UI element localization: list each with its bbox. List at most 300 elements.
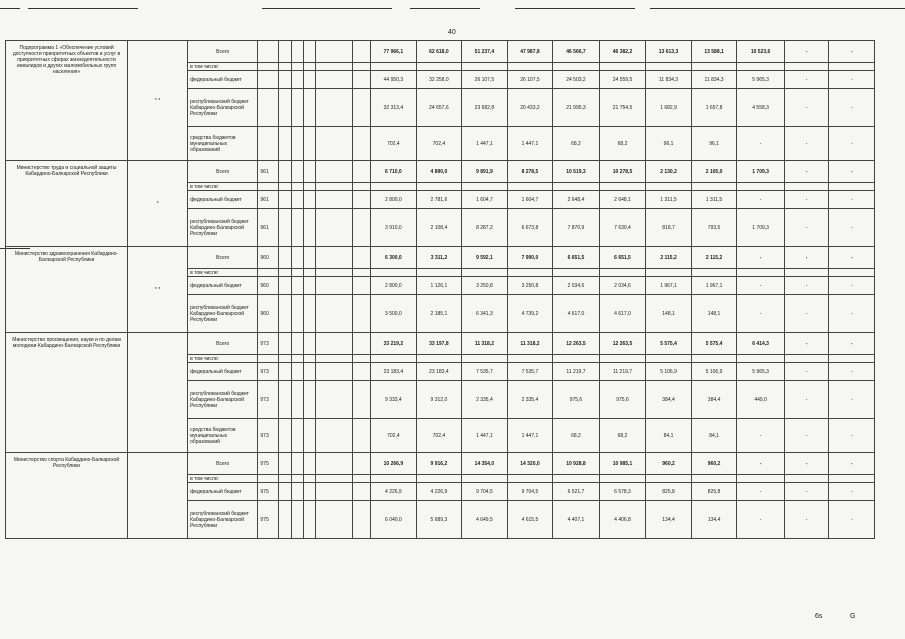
value-cell — [553, 355, 600, 363]
value-cell: 4 406,8 — [599, 501, 646, 539]
value-cell: 9 312,0 — [416, 381, 462, 419]
value-cell: - — [784, 127, 828, 161]
empty-code-cell — [352, 89, 371, 127]
value-cell: 24 657,6 — [416, 89, 462, 127]
empty-code-cell — [316, 161, 352, 183]
value-cell: 960,2 — [691, 453, 737, 475]
value-cell: 5 575,4 — [646, 333, 692, 355]
value-cell — [371, 63, 417, 71]
value-cell: - — [829, 127, 875, 161]
value-cell: 148,1 — [691, 295, 737, 333]
empty-code-cell — [279, 209, 291, 247]
value-cell: 68,2 — [553, 419, 600, 453]
value-cell: 46 566,7 — [553, 41, 600, 63]
value-cell: - — [829, 419, 875, 453]
value-cell: 4 739,2 — [507, 295, 553, 333]
value-cell: 9 891,9 — [462, 161, 508, 183]
value-cell — [599, 183, 646, 191]
value-cell: 702,4 — [371, 419, 417, 453]
value-cell: - — [737, 127, 785, 161]
value-cell — [553, 63, 600, 71]
value-cell: - — [829, 333, 875, 355]
source-label: федеральный бюджет — [188, 483, 258, 501]
value-cell: 3 500,0 — [371, 295, 417, 333]
empty-code-cell — [316, 333, 352, 355]
empty-code-cell — [303, 501, 315, 539]
value-cell: - — [829, 71, 875, 89]
value-cell — [371, 269, 417, 277]
value-cell: 26 107,5 — [462, 71, 508, 89]
code-cell — [258, 269, 279, 277]
footer-mark-left: 6s — [815, 613, 823, 620]
value-cell — [737, 63, 785, 71]
value-cell: - — [737, 191, 785, 209]
code-cell — [258, 89, 279, 127]
value-cell: 14 320,0 — [507, 453, 553, 475]
value-cell: 6 578,3 — [599, 483, 646, 501]
value-cell — [646, 269, 692, 277]
value-cell: - — [829, 247, 875, 269]
value-cell: 33 219,2 — [371, 333, 417, 355]
value-cell: - — [784, 501, 828, 539]
code-cell — [258, 183, 279, 191]
value-cell: 6 710,0 — [371, 161, 417, 183]
value-cell: - — [829, 363, 875, 381]
value-cell: 1 126,1 — [416, 277, 462, 295]
value-cell: - — [737, 483, 785, 501]
empty-code-cell — [352, 419, 371, 453]
value-cell — [829, 269, 875, 277]
empty-code-cell — [352, 183, 371, 191]
value-cell: 1 447,1 — [507, 127, 553, 161]
value-cell — [691, 269, 737, 277]
ministry-name-cell: Министерство труда и социальной защиты Кабардино-Балкарской Республики — [6, 161, 128, 247]
empty-code-cell — [291, 419, 303, 453]
value-cell: 1 967,1 — [646, 277, 692, 295]
value-cell: 8 278,5 — [507, 161, 553, 183]
empty-code-cell — [316, 483, 352, 501]
empty-code-cell — [303, 71, 315, 89]
ministry-name-cell: Министерство просвещения, науки и по делам молодежи Кабардино-Балкарской Республики — [6, 333, 128, 453]
value-cell: 23 682,8 — [462, 89, 508, 127]
value-cell: 2 108,4 — [416, 209, 462, 247]
value-cell: 975,6 — [599, 381, 646, 419]
empty-code-cell — [291, 209, 303, 247]
value-cell: 825,8 — [691, 483, 737, 501]
value-cell: 1 311,5 — [646, 191, 692, 209]
empty-code-cell — [303, 295, 315, 333]
value-cell: 1 682,9 — [646, 89, 692, 127]
value-cell: - — [829, 381, 875, 419]
value-cell — [829, 475, 875, 483]
empty-code-cell — [291, 127, 303, 161]
empty-code-cell — [316, 89, 352, 127]
source-label: в том числе: — [188, 183, 258, 191]
value-cell — [507, 183, 553, 191]
value-cell: 23 183,4 — [371, 363, 417, 381]
program-title-cell: Подпрограмма 1 «Обеспечение условий доступности приоритетных объектов и услуг в приоритетных сферах жизнедеятельности инвалидов и других маломобильных групп населения» — [6, 41, 128, 161]
source-label: средства бюджетов муниципальных образований — [188, 419, 258, 453]
value-cell: - — [784, 161, 828, 183]
empty-code-cell — [303, 381, 315, 419]
source-label: в том числе: — [188, 63, 258, 71]
value-cell: - — [784, 209, 828, 247]
empty-code-cell — [316, 183, 352, 191]
source-label: Всего — [188, 247, 258, 269]
empty-code-cell — [291, 71, 303, 89]
value-cell: - — [784, 419, 828, 453]
value-cell: 9 704,5 — [507, 483, 553, 501]
value-cell — [737, 269, 785, 277]
value-cell: 2 130,2 — [646, 161, 692, 183]
value-cell: 9 592,1 — [462, 247, 508, 269]
value-cell: - — [784, 41, 828, 63]
value-cell — [691, 63, 737, 71]
source-label: республиканский бюджет Кабардино-Балкарской Республики — [188, 209, 258, 247]
value-cell: 11 318,2 — [507, 333, 553, 355]
value-cell — [371, 475, 417, 483]
scan-line — [650, 8, 905, 9]
value-cell: 32 258,0 — [416, 71, 462, 89]
empty-code-cell — [352, 381, 371, 419]
value-cell: 148,1 — [646, 295, 692, 333]
value-cell: 702,4 — [416, 127, 462, 161]
empty-code-cell — [352, 501, 371, 539]
value-cell: 6 651,5 — [553, 247, 600, 269]
value-cell: 5 575,4 — [691, 333, 737, 355]
value-cell: 2 115,2 — [691, 247, 737, 269]
empty-code-cell — [316, 453, 352, 475]
empty-code-cell — [279, 419, 291, 453]
value-cell: 4 617,0 — [599, 295, 646, 333]
value-cell: 12 263,5 — [553, 333, 600, 355]
value-cell: 702,4 — [416, 419, 462, 453]
value-cell: - — [737, 277, 785, 295]
value-cell: - — [784, 381, 828, 419]
value-cell: 84,1 — [691, 419, 737, 453]
value-cell: 8 287,2 — [462, 209, 508, 247]
source-label: республиканский бюджет Кабардино-Балкарской Республики — [188, 89, 258, 127]
code-cell: 960 — [258, 247, 279, 269]
value-cell: 3 311,2 — [416, 247, 462, 269]
value-cell: - — [784, 363, 828, 381]
empty-code-cell — [303, 333, 315, 355]
empty-code-cell — [279, 453, 291, 475]
code-cell — [258, 71, 279, 89]
source-label: федеральный бюджет — [188, 71, 258, 89]
value-cell: 7 630,4 — [599, 209, 646, 247]
value-cell — [784, 355, 828, 363]
value-cell — [553, 269, 600, 277]
value-cell: 46 382,2 — [599, 41, 646, 63]
scan-line — [410, 8, 480, 9]
value-cell: 77 966,1 — [371, 41, 417, 63]
code-cell: 973 — [258, 333, 279, 355]
empty-code-cell — [352, 277, 371, 295]
value-cell — [829, 183, 875, 191]
value-cell — [691, 355, 737, 363]
value-cell: 44 950,3 — [371, 71, 417, 89]
value-cell: 10 278,5 — [599, 161, 646, 183]
empty-code-cell — [291, 269, 303, 277]
value-cell — [371, 183, 417, 191]
empty-code-cell — [352, 191, 371, 209]
scan-line — [515, 8, 635, 9]
value-cell — [507, 355, 553, 363]
empty-code-cell — [316, 63, 352, 71]
value-cell: 1 447,1 — [507, 419, 553, 453]
empty-code-cell — [303, 183, 315, 191]
mark-cell — [128, 333, 188, 453]
empty-code-cell — [316, 355, 352, 363]
empty-code-cell — [291, 295, 303, 333]
empty-code-cell — [291, 333, 303, 355]
value-cell: 7 535,7 — [462, 363, 508, 381]
empty-code-cell — [303, 209, 315, 247]
value-cell: 1 709,3 — [737, 209, 785, 247]
empty-code-cell — [279, 355, 291, 363]
value-cell: 6 341,3 — [462, 295, 508, 333]
empty-code-cell — [303, 483, 315, 501]
value-cell: 21 754,5 — [599, 89, 646, 127]
empty-code-cell — [352, 475, 371, 483]
value-cell: 4 407,1 — [553, 501, 600, 539]
value-cell — [462, 475, 508, 483]
empty-code-cell — [279, 333, 291, 355]
source-label: Всего — [188, 41, 258, 63]
empty-code-cell — [316, 295, 352, 333]
value-cell: 10 523,6 — [737, 41, 785, 63]
table-row — [6, 247, 875, 269]
code-cell: 973 — [258, 363, 279, 381]
value-cell: 825,8 — [646, 483, 692, 501]
empty-code-cell — [316, 363, 352, 381]
value-cell — [737, 475, 785, 483]
empty-code-cell — [316, 277, 352, 295]
value-cell: 134,4 — [646, 501, 692, 539]
code-cell: 973 — [258, 419, 279, 453]
empty-code-cell — [303, 355, 315, 363]
empty-code-cell — [279, 191, 291, 209]
value-cell — [599, 269, 646, 277]
empty-code-cell — [316, 71, 352, 89]
empty-code-cell — [352, 71, 371, 89]
value-cell: 2 105,0 — [691, 161, 737, 183]
empty-code-cell — [291, 355, 303, 363]
source-label: в том числе: — [188, 475, 258, 483]
value-cell: 1 709,3 — [737, 161, 785, 183]
empty-code-cell — [316, 191, 352, 209]
value-cell: 6 300,0 — [371, 247, 417, 269]
value-cell: 818,7 — [646, 209, 692, 247]
value-cell — [784, 63, 828, 71]
empty-code-cell — [291, 381, 303, 419]
code-cell: 975 — [258, 501, 279, 539]
value-cell: 1 447,1 — [462, 127, 508, 161]
value-cell: 6 414,3 — [737, 333, 785, 355]
value-cell: 10 266,9 — [371, 453, 417, 475]
empty-code-cell — [352, 161, 371, 183]
value-cell: 384,4 — [691, 381, 737, 419]
value-cell: 11 834,3 — [646, 71, 692, 89]
value-cell: 11 219,7 — [599, 363, 646, 381]
empty-code-cell — [291, 363, 303, 381]
ministry-name-cell: Министерство здравоохранения Кабардино-Балкарской Республики — [6, 247, 128, 333]
value-cell: 9 916,2 — [416, 453, 462, 475]
empty-code-cell — [279, 127, 291, 161]
empty-code-cell — [279, 89, 291, 127]
value-cell: 4 226,9 — [371, 483, 417, 501]
empty-code-cell — [279, 475, 291, 483]
value-cell — [829, 63, 875, 71]
source-label: Всего — [188, 453, 258, 475]
value-cell: 2 800,0 — [371, 191, 417, 209]
empty-code-cell — [352, 127, 371, 161]
value-cell: 26 107,5 — [507, 71, 553, 89]
value-cell — [507, 475, 553, 483]
value-cell: 2 335,4 — [462, 381, 508, 419]
table-row — [6, 161, 875, 183]
empty-code-cell — [291, 63, 303, 71]
value-cell: 2 034,6 — [553, 277, 600, 295]
value-cell: - — [784, 247, 828, 269]
empty-code-cell — [352, 247, 371, 269]
table-row — [6, 41, 875, 63]
code-cell — [258, 63, 279, 71]
value-cell — [553, 183, 600, 191]
mark-cell: * * — [128, 247, 188, 333]
footer-mark-right: G — [850, 613, 856, 620]
value-cell: 6 521,7 — [553, 483, 600, 501]
value-cell: 4 649,5 — [462, 501, 508, 539]
empty-code-cell — [279, 381, 291, 419]
value-cell: 1 604,7 — [462, 191, 508, 209]
scan-line — [28, 8, 138, 9]
value-cell — [462, 355, 508, 363]
source-label: федеральный бюджет — [188, 363, 258, 381]
empty-code-cell — [279, 295, 291, 333]
value-cell: 4 558,3 — [737, 89, 785, 127]
value-cell — [599, 63, 646, 71]
value-cell — [416, 475, 462, 483]
empty-code-cell — [303, 453, 315, 475]
value-cell — [462, 63, 508, 71]
value-cell: - — [784, 483, 828, 501]
empty-code-cell — [303, 191, 315, 209]
value-cell: 6 673,8 — [507, 209, 553, 247]
value-cell — [462, 269, 508, 277]
value-cell: 3 250,8 — [507, 277, 553, 295]
value-cell — [416, 183, 462, 191]
value-cell: 3 910,0 — [371, 209, 417, 247]
value-cell — [646, 355, 692, 363]
value-cell — [691, 475, 737, 483]
source-label: в том числе: — [188, 355, 258, 363]
empty-code-cell — [303, 247, 315, 269]
empty-code-cell — [316, 209, 352, 247]
empty-code-cell — [352, 41, 371, 63]
value-cell: - — [829, 501, 875, 539]
value-cell — [416, 355, 462, 363]
value-cell — [691, 183, 737, 191]
code-cell: 975 — [258, 483, 279, 501]
value-cell: 4 617,0 — [553, 295, 600, 333]
code-cell — [258, 127, 279, 161]
empty-code-cell — [303, 363, 315, 381]
value-cell — [646, 63, 692, 71]
value-cell — [784, 183, 828, 191]
value-cell: - — [784, 277, 828, 295]
budget-table-body — [6, 41, 875, 539]
value-cell: - — [829, 295, 875, 333]
value-cell: - — [737, 247, 785, 269]
empty-code-cell — [316, 269, 352, 277]
mark-cell: * * — [128, 41, 188, 161]
value-cell: 9 333,4 — [371, 381, 417, 419]
value-cell: 10 519,3 — [553, 161, 600, 183]
empty-code-cell — [279, 63, 291, 71]
value-cell: 23 183,4 — [416, 363, 462, 381]
value-cell: 1 657,8 — [691, 89, 737, 127]
empty-code-cell — [352, 63, 371, 71]
value-cell: - — [737, 419, 785, 453]
value-cell: 5 106,9 — [691, 363, 737, 381]
empty-code-cell — [303, 127, 315, 161]
empty-code-cell — [316, 501, 352, 539]
empty-code-cell — [279, 41, 291, 63]
code-cell: 961 — [258, 209, 279, 247]
empty-code-cell — [291, 247, 303, 269]
value-cell: 1 447,1 — [462, 419, 508, 453]
empty-code-cell — [291, 41, 303, 63]
value-cell — [507, 63, 553, 71]
value-cell — [829, 355, 875, 363]
source-label: Всего — [188, 161, 258, 183]
value-cell: 24 559,5 — [599, 71, 646, 89]
value-cell: 384,4 — [646, 381, 692, 419]
value-cell: 21 995,3 — [553, 89, 600, 127]
source-label: средства бюджетов муниципальных образований — [188, 127, 258, 161]
value-cell: 62 618,0 — [416, 41, 462, 63]
value-cell: 960,2 — [646, 453, 692, 475]
value-cell: 7 870,9 — [553, 209, 600, 247]
empty-code-cell — [352, 363, 371, 381]
empty-code-cell — [352, 295, 371, 333]
value-cell: 14 354,0 — [462, 453, 508, 475]
value-cell: 2 185,1 — [416, 295, 462, 333]
empty-code-cell — [291, 475, 303, 483]
value-cell: 6 040,0 — [371, 501, 417, 539]
value-cell: 7 535,7 — [507, 363, 553, 381]
empty-code-cell — [352, 355, 371, 363]
value-cell — [737, 183, 785, 191]
empty-code-cell — [303, 89, 315, 127]
source-label: федеральный бюджет — [188, 277, 258, 295]
value-cell: - — [784, 191, 828, 209]
page-number: 40 — [448, 29, 456, 36]
value-cell: 2 648,4 — [553, 191, 600, 209]
empty-code-cell — [303, 277, 315, 295]
value-cell: - — [829, 191, 875, 209]
value-cell — [371, 355, 417, 363]
value-cell: 2 034,6 — [599, 277, 646, 295]
value-cell: 2 781,6 — [416, 191, 462, 209]
value-cell: 7 990,0 — [507, 247, 553, 269]
empty-code-cell — [303, 41, 315, 63]
value-cell: - — [829, 41, 875, 63]
value-cell — [646, 183, 692, 191]
code-cell: 973 — [258, 381, 279, 419]
